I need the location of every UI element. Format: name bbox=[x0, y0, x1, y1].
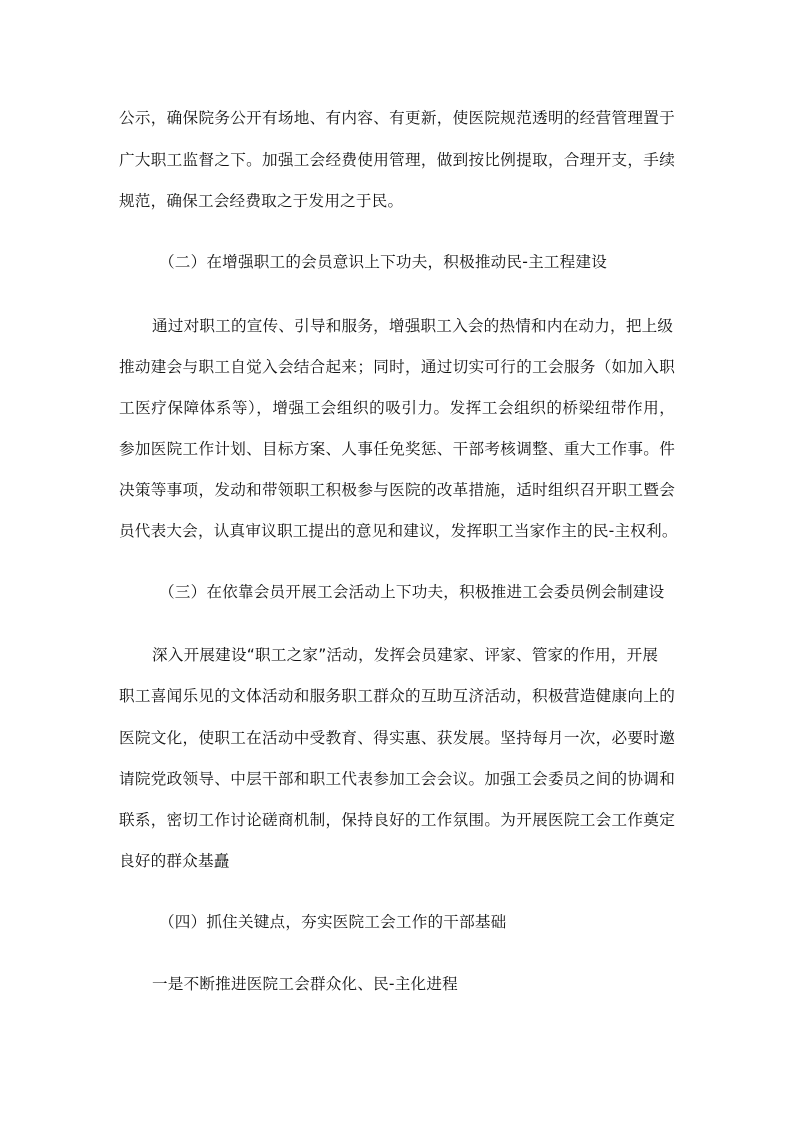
paragraph-line: 医院文化，使职工在活动中受教育、得实惠、获发展。坚持每月一次，必要时邀 bbox=[119, 729, 675, 747]
paragraph-line: 公示，确保院务公开有场地、有内容、有更新，使医院规范透明的经营管理置于 bbox=[119, 109, 675, 127]
paragraph-line: 规范，确保工会经费取之于发用之于民。 bbox=[119, 192, 404, 210]
section-heading: （二）在增强职工的会员意识上下功夫，积极推动民-主工程建设 bbox=[159, 253, 608, 271]
paragraph-line: 员代表大会，认真审议职工提出的意见和建议，发挥职工当家作主的民-主权利。 bbox=[119, 522, 678, 540]
paragraph-line: 通过对职工的宣传、引导和服务，增强职工入会的热情和内在动力，把上级 bbox=[152, 317, 674, 335]
paragraph-line: 一是不断推进医院工会群众化、民-主化进程 bbox=[152, 975, 458, 993]
paragraph-line: 广大职工监督之下。加强工会经费使用管理，做到按比例提取，合理开支，手续 bbox=[119, 151, 675, 169]
paragraph-line: 参加医院工作计划、目标方案、人事任免奖惩、干部考核调整、重大工作事。件 bbox=[119, 440, 675, 458]
section-heading: （四）抓住关键点，夯实医院工会工作的干部基础 bbox=[159, 913, 507, 931]
paragraph-line: 良好的群众基矗 bbox=[119, 852, 230, 870]
paragraph-line: 决策等事项，发动和带领职工积极参与医院的改革措施，适时组织召开职工暨会 bbox=[119, 481, 675, 499]
paragraph-line: 工医疗保障体系等），增强工会组织的吸引力。发挥工会组织的桥梁纽带作用， bbox=[119, 399, 675, 417]
paragraph-line: 请院党政领导、中层干部和职工代表参加工会会议。加强工会委员之间的协调和 bbox=[119, 770, 675, 788]
paragraph-line: 深入开展建设“职工之家”活动，发挥会员建家、评家、管家的作用，开展 bbox=[152, 646, 659, 664]
paragraph-line: 推动建会与职工自觉入会结合起来；同时，通过切实可行的工会服务（如加入职 bbox=[119, 358, 675, 376]
section-heading: （三）在依靠会员开展工会活动上下功夫，积极推进工会委员例会制建设 bbox=[159, 583, 665, 601]
paragraph-line: 联系，密切工作讨论磋商机制，保持良好的工作氛围。为开展医院工会工作奠定 bbox=[119, 811, 675, 829]
paragraph-line: 职工喜闻乐见的文体活动和服务职工群众的互助互济活动，积极营造健康向上的 bbox=[119, 687, 675, 705]
